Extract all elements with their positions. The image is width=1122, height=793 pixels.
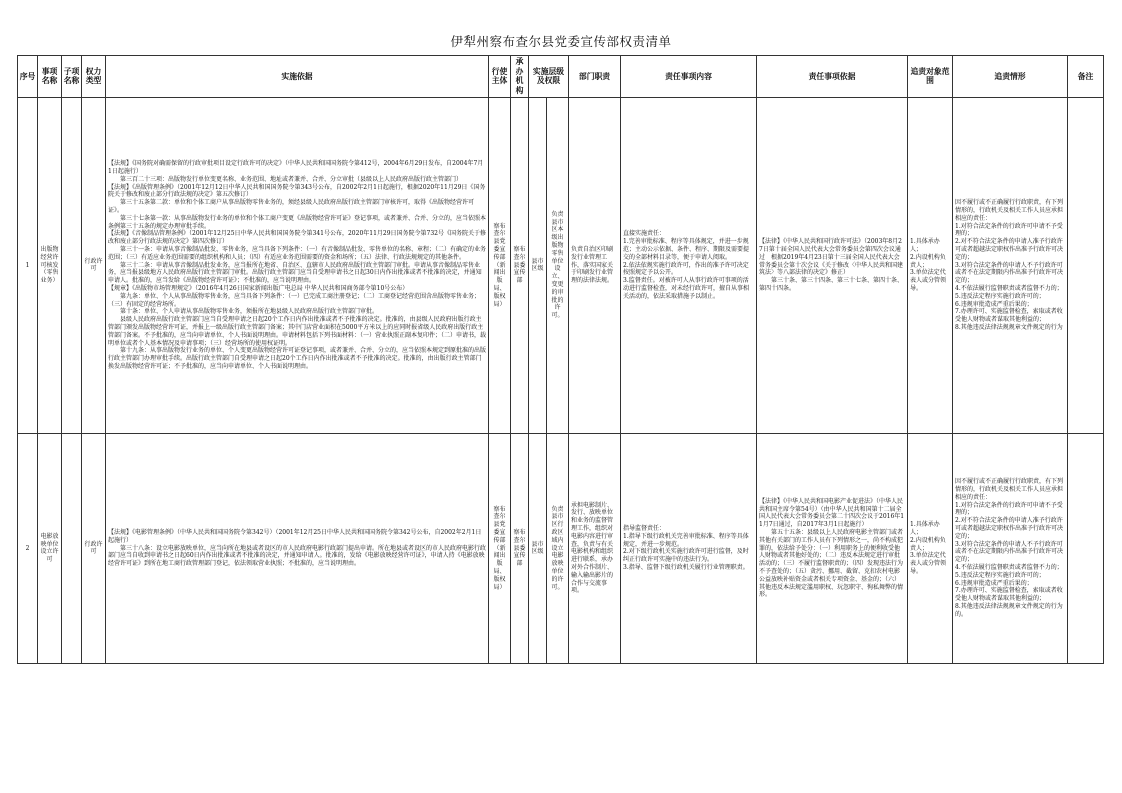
cell-basis: 【法规】《国务院对确需保留的行政审批项目设定行政许可的决定》（中华人民共和国国务院令第412号，2004年6月29日发布，自2004年7月1日起施行） 第三百二十三项：出版物发行单位变更名称、业务范围、地址或者兼并、合并、分立审批（县级以上人民政府出版行政主管部门） 【法规】《出版管理条例》（2001年12月12日中华人民共和国国务院令第343号公布，自2002年2月1日起施行，根据2020年11月29日《国务院关于修改和废止部分行政法规的决定》第五次修订） 第三十五条第二款：单位和个体工商户从事出版物零售业务的，须经县级人民政府出版行政主管部门审核许可，取得《出版物经营许可证》。 第三十七条第一款：从事出版物发行业务的单位和个体工商户变更《出版物经营许可证》登记事项，或者兼并、合并、分立的，应当依照本条例第三十五条的规定办理审批手续。 【法规】《音像制品管理条例》（2001年12月25日中华人民共和国国务院令第341号公布，2020年11月29日国务院令第732号《国务院关于修改和废止部分行政法规的决定》第四次修订） 第三十一条：申请从事音像制品批发、零售业务，应当具备下列条件：（一）有音像制品批发、零售单位的名称、章程；（二）有确定的业务范围；（三）有适应业务范围需要的组织机构和人员；（四）有适应业务范围需要的资金和场所；（五）法律、行政法规规定的其他条件。 第三十二条：申请从事音像制品批发业务，应当报所在地省、自治区、直辖市人民政府出版行政主管部门审批。申请从事音像制品零售业务，应当报县级地方人民政府出版行政主管部门审批。出版行政主管部门应当自受理申请书之日起30日内作出批准或者不批准的决定，并通知申请人。批准的，应当发给《出版物经营许可证》；不批准的，应当说明理由。 【规章】《出版物市场管理规定》（2016年4月26日国家新闻出版广电总局 中华人民共和国商务部令第10号公布） 第九条：单位、个人从事出版物零售业务，应当具备下列条件：（一）已完成工商注册登记；（二）工商登记经营范围含出版物零售业务；（三）有固定的经营场所。 第十条：单位、个人申请从事出版物零售业务，须报所在地县级人民政府出版行政主管部门审批。 县级人民政府出版行政主管部门应当自受理申请之日起20个工作日内作出批准或者不予批准的决定。批准的，由县级人民政府出版行政主管部门颁发出版物经营许可证，并报上一级出版行政主管部门备案；其中门店营业面积在5000平方米以上的应同时报省级人民政府出版行政主管部门备案。不予批准的，应当向申请单位、个人书面说明理由。申请材料包括下列书面材料：（一）营业执照正副本复印件；（二）申请书，载明单位或者个人基本情况及申请事项；（三）经营场所的使用权证明。 第十九条：从事出版物发行业务的单位、个人变更出版物经营许可证登记事项，或者兼并、合并、分立的，应当依照本规定到原批准的出版行政主管部门办理审批手续。出版行政主管部门自受理申请之日起20个工作日内作出批准或者不予批准的决定。批准的，由出版行政主管部门换发出版物经营许可证；不予批准的，应当向申请单位、个人书面说明理由。 bbox=[106, 97, 489, 433]
cell-resp-content: 指导监督责任： 1.指导下级行政机关完善审批标准、程序等具体规定，并进一步规范。 2.对下级行政机关实施行政许可进行监督，及时纠正行政许可实施中的违法行为。 3.指导、监督下级行政机关履行行业管理职责。 bbox=[621, 433, 757, 663]
cell-remark bbox=[1068, 97, 1104, 433]
header-seq: 序号 bbox=[18, 56, 38, 98]
cell-seq: 2 bbox=[18, 433, 38, 663]
header-row bbox=[18, 56, 1104, 98]
table-row bbox=[18, 97, 1104, 433]
header-level: 实施层级及权限 bbox=[529, 56, 569, 98]
header-power-type: 权力类型 bbox=[82, 56, 106, 98]
cell-sub-name bbox=[62, 433, 82, 663]
cell-accountable: 1.具体承办人； 2.内设机构负责人； 3.单位法定代表人或分管领导。 bbox=[908, 433, 953, 663]
header-resp-content: 责任事项内容 bbox=[621, 56, 757, 98]
header-basis: 实施依据 bbox=[106, 56, 489, 98]
header-resp-basis: 责任事项依据 bbox=[757, 56, 908, 98]
cell-item-name: 出版物经营许可核发（零售业务） bbox=[38, 97, 62, 433]
cell-seq: 1 bbox=[18, 97, 38, 433]
header-undertaker: 承办机构 bbox=[511, 56, 529, 98]
header-item-name: 事项名称 bbox=[38, 56, 62, 98]
cell-sub-name bbox=[62, 97, 82, 433]
page-title: 伊犁州察布查尔县党委宣传部权责清单 bbox=[450, 34, 672, 49]
cell-resp-basis: 【法律】《中华人民共和国电影产业促进法》（中华人民共和国主席令第54号）（由中华人民共和国第十二届全国人民代表大会常务委员会第二十四次会议于2016年11月7日通过，自2017年3月1日起施行） 第五十五条：县级以上人民政府电影主管部门或者其他有关部门的工作人员有下列情形之一，尚不构成犯罪的，依法给予处分：（一）利用职务上的便利收受他人财物或者其他好处的；（二）违反本法规定进行审批活动的；（三）不履行监督职责的；（四）发现违法行为不予查处的；（五）贪污、挪用、截留、克扣农村电影公益放映补贴资金或者相关专项资金、基金的；（六）其他违反本法规定滥用职权、玩忽职守、徇私舞弊的情形。 bbox=[757, 433, 908, 663]
cell-level: 县市区级 bbox=[529, 97, 547, 433]
cell-item-name: 电影放映单位设立许可 bbox=[38, 433, 62, 663]
cell-basis: 【法规】《电影管理条例》（中华人民共和国国务院令第342号）（2001年12月25日中华人民共和国国务院令第342号公布，自2002年2月1日起施行） 第三十八条：设立电影放映单位，应当向所在地县或者设区的市人民政府电影行政部门提出申请。所在地县或者设区的市人民政府电影行政部门应当自收到申请书之日起60日内作出批准或者不批准的决定，并通知申请人。批准的，发给《电影放映经营许可证》，申请人持《电影放映经营许可证》到所在地工商行政管理部门登记，依法领取营业执照；不批准的，应当说明理由。 bbox=[106, 433, 489, 663]
cell-resp-basis: 【法律】《中华人民共和国行政许可法》（2003年8月27日第十届全国人民代表大会常务委员会第四次会议通过 根据2019年4月23日第十三届全国人民代表大会常务委员会第十次会议《关于修改〈中华人民共和国建筑法〉等八部法律的决定》修正） 第三十条、第三十四条、第三十七条、第四十条、第四十四条。 bbox=[757, 97, 908, 433]
header-remark: 备注 bbox=[1068, 56, 1104, 98]
header-sub-name: 子项名称 bbox=[62, 56, 82, 98]
cell-undertaker: 察布查尔县委宣传部 bbox=[511, 97, 529, 433]
responsibility-table bbox=[17, 55, 1104, 664]
cell-undertaker: 察布查尔县委宣传部 bbox=[511, 433, 529, 663]
header-subject: 行使主体 bbox=[489, 56, 511, 98]
cell-level-power: 负责县市区本级出版物零售单位设立、变更的审批的许可。 bbox=[547, 97, 569, 433]
cell-accountability: 因不履行或不正确履行行政职责，有下列情形的，行政机关及相关工作人员应承担相应的责任： 1.对符合法定条件的行政许可申请不予受理的； 2.对不符合法定条件的申请人准予行政许可或者超越法定职权作出准予行政许可决定的； 3.对符合法定条件的申请人不予行政许可或者不在法定期限内作出准予行政许可决定的； 4.不依法履行监督职责或者监督不力的； 5.违反法定程序实施行政许可的； 6.违规审批造成严重后果的； 7.办理许可、实施监督检查，索取或者收受他人财物或者谋取其他利益的； 8.其他违反法律法规规章文件规定的行为 bbox=[953, 97, 1068, 433]
cell-subject: 察布查尔县党委宣传部（新闻出版局、版权局） bbox=[489, 97, 511, 433]
cell-remark bbox=[1068, 433, 1104, 663]
cell-level-power: 负责县市区行政区域内设立电影放映单位的许可。 bbox=[547, 433, 569, 663]
header-accountability: 追责情形 bbox=[953, 56, 1068, 98]
cell-duty: 负责自治区印刷发行业管理工作，落实国家关于印刷发行业管理的法律法规。 bbox=[569, 97, 621, 433]
cell-power-type: 行政许可 bbox=[82, 97, 106, 433]
cell-accountability: 因不履行或不正确履行行政职责，有下列情形的，行政机关及相关工作人员应承担相应的责任： 1.对符合法定条件的行政许可申请不予受理的； 2.对不符合法定条件的申请人准予行政许可或者超越法定职权作出准予行政许可决定的； 3.对符合法定条件的申请人不予行政许可或者不在法定期限内作出准予行政许可决定的； 4.不依法履行监督职责或者监督不力的； 5.违反法定程序实施行政许可的； 6.违规审批造成严重后果的； 7.办理许可、实施监督检查，索取或者收受他人财物或者谋取其他利益的； 8.其他违反法律法规规章文件规定的行为的。 bbox=[953, 433, 1068, 663]
cell-power-type: 行政许可 bbox=[82, 433, 106, 663]
header-accountable: 追责对象范围 bbox=[908, 56, 953, 98]
header-duty: 部门职责 bbox=[569, 56, 621, 98]
cell-subject: 察布查尔县党委宣传部（新闻出版局、版权局） bbox=[489, 433, 511, 663]
cell-accountable: 1.具体承办人； 2.内设机构负责人； 3.单位法定代表人或分管领导。 bbox=[908, 97, 953, 433]
cell-duty: 承担电影制片、发行、放映单位和业务的监督管理工作，组织对电影内容进行审查，负责与有关电影机构和组织进行联系，承办对外合作制片、输入输出影片的合作与交流事项。 bbox=[569, 433, 621, 663]
cell-level: 县市区级 bbox=[529, 433, 547, 663]
table-row bbox=[18, 433, 1104, 663]
cell-resp-content: 直接实施责任： 1.完善审批标准、程序等具体规定，并进一步规范；主动公示依据、条件、程序、期限及需要提交的全部材料目录等，便于申请人阅取。 2.依法依规实施行政许可，作出的准予许可决定按照规定予以公开。 3.监督责任。对被许可人从事行政许可事项的活动进行监督检查，对未经行政许可，擅自从事相关活动的，依法采取措施予以制止。 bbox=[621, 97, 757, 433]
